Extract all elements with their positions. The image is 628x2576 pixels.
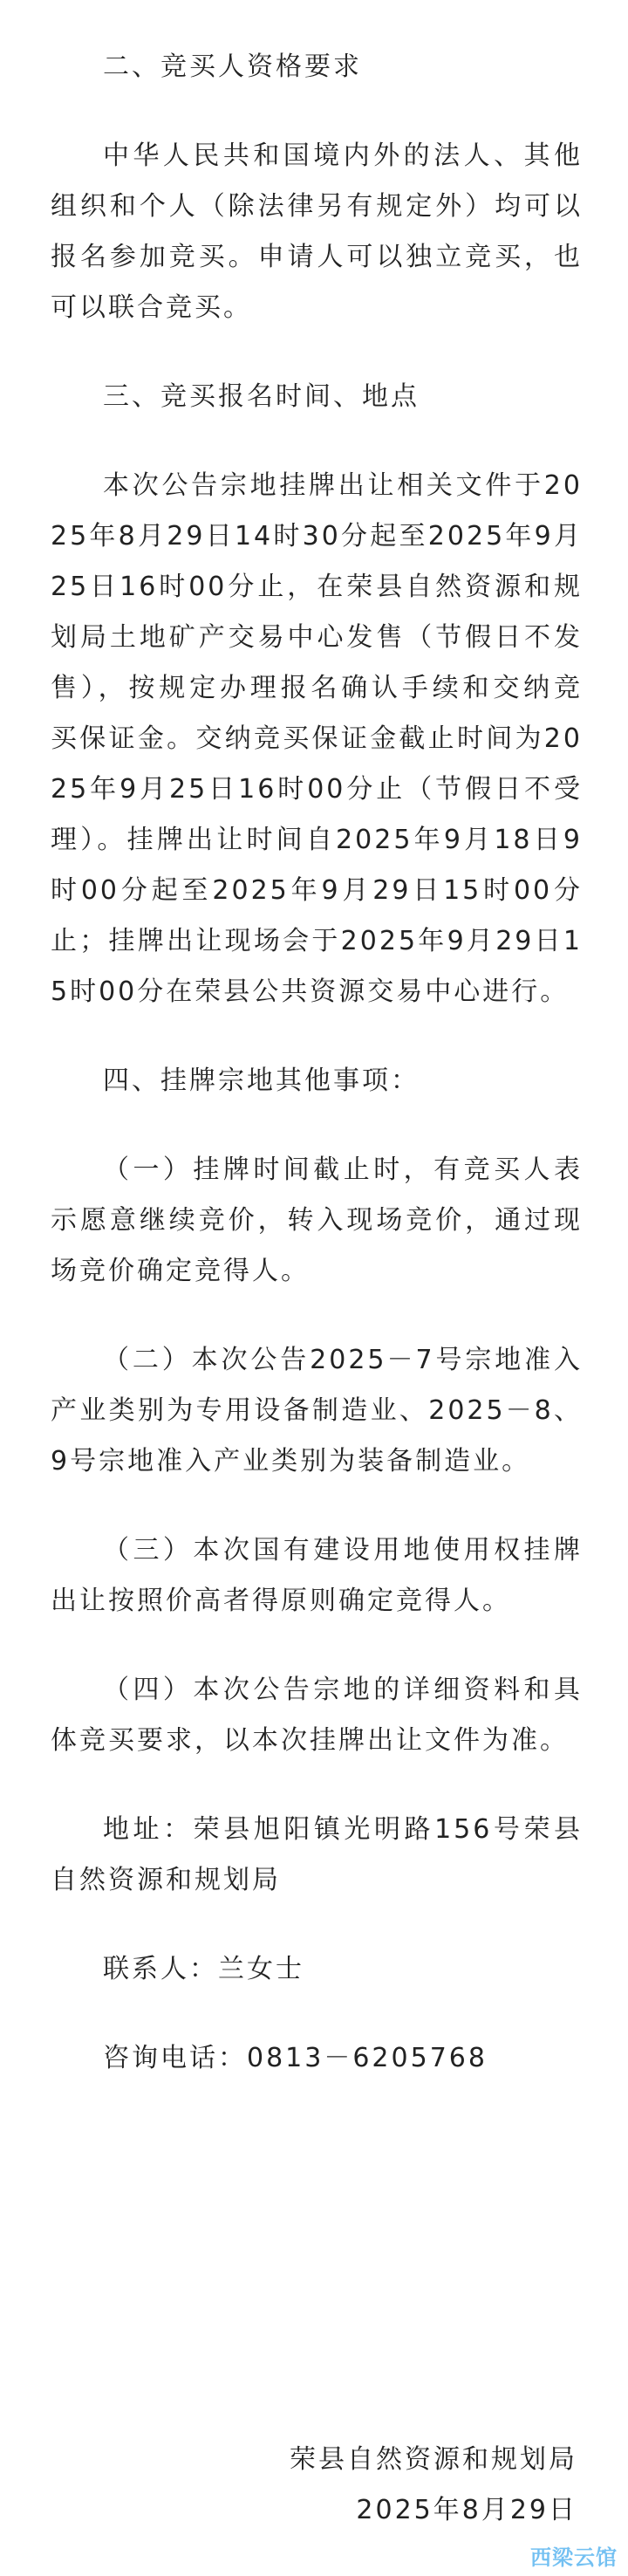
paragraph-item-2: （二）本次公告2025－7号宗地准入产业类别为专用设备制造业、2025－8、9号宗地准入产业类别为装备制造业。 [51, 1345, 583, 1476]
paragraph-address: 地址：荣县旭阳镇光明路156号荣县自然资源和规划局 [51, 1814, 583, 1895]
paragraph-qualification: 中华人民共和国境内外的法人、其他组织和个人（除法律另有规定外）均可以报名参加竞买。申请人可以独立竞买，也可以联合竞买。 [51, 140, 583, 323]
section-heading-other-matters: 四、挂牌宗地其他事项： [103, 1065, 420, 1096]
paragraph-registration: 本次公告宗地挂牌出让相关文件于2025年8月29日14时30分起至2025年9月25日16时00分止，在荣县自然资源和规划局土地矿产交易中心发售（节假日不发售），按规定办理报名确认手续和交纳竞买保证金。交纳竞买保证金截止时间为2025年9月25日16时00分止（节假日不受理）。挂牌出让时间自2025年9月18日9时00分起至2025年9月29日15时00分止；挂牌出让现场会于2025年9月29日15时00分在荣县公共资源交易中心进行。 [51, 470, 583, 1007]
section-heading-qualification: 二、竞买人资格要求 [103, 51, 362, 82]
paragraph-contact: 联系人：兰女士 [103, 1954, 304, 1984]
section-heading-registration: 三、竞买报名时间、地点 [103, 381, 420, 412]
paragraph-item-1: （一）挂牌时间截止时，有竞买人表示愿意继续竞价，转入现场竞价，通过现场竞价确定竞得人。 [51, 1154, 583, 1286]
paragraph-item-3: （三）本次国有建设用地使用权挂牌出让按照价高者得原则确定竞得人。 [51, 1535, 583, 1616]
paragraph-phone: 咨询电话：0813－6205768 [103, 2043, 488, 2073]
watermark-logo: 西梁云馆 [530, 2545, 618, 2570]
signature-org: 荣县自然资源和规划局 [290, 2444, 577, 2475]
paragraph-item-4: （四）本次公告宗地的详细资料和具体竞买要求，以本次挂牌出让文件为准。 [51, 1675, 583, 1756]
signature-block [290, 2435, 602, 2536]
signature-date: 2025年8月29日 [356, 2495, 577, 2525]
